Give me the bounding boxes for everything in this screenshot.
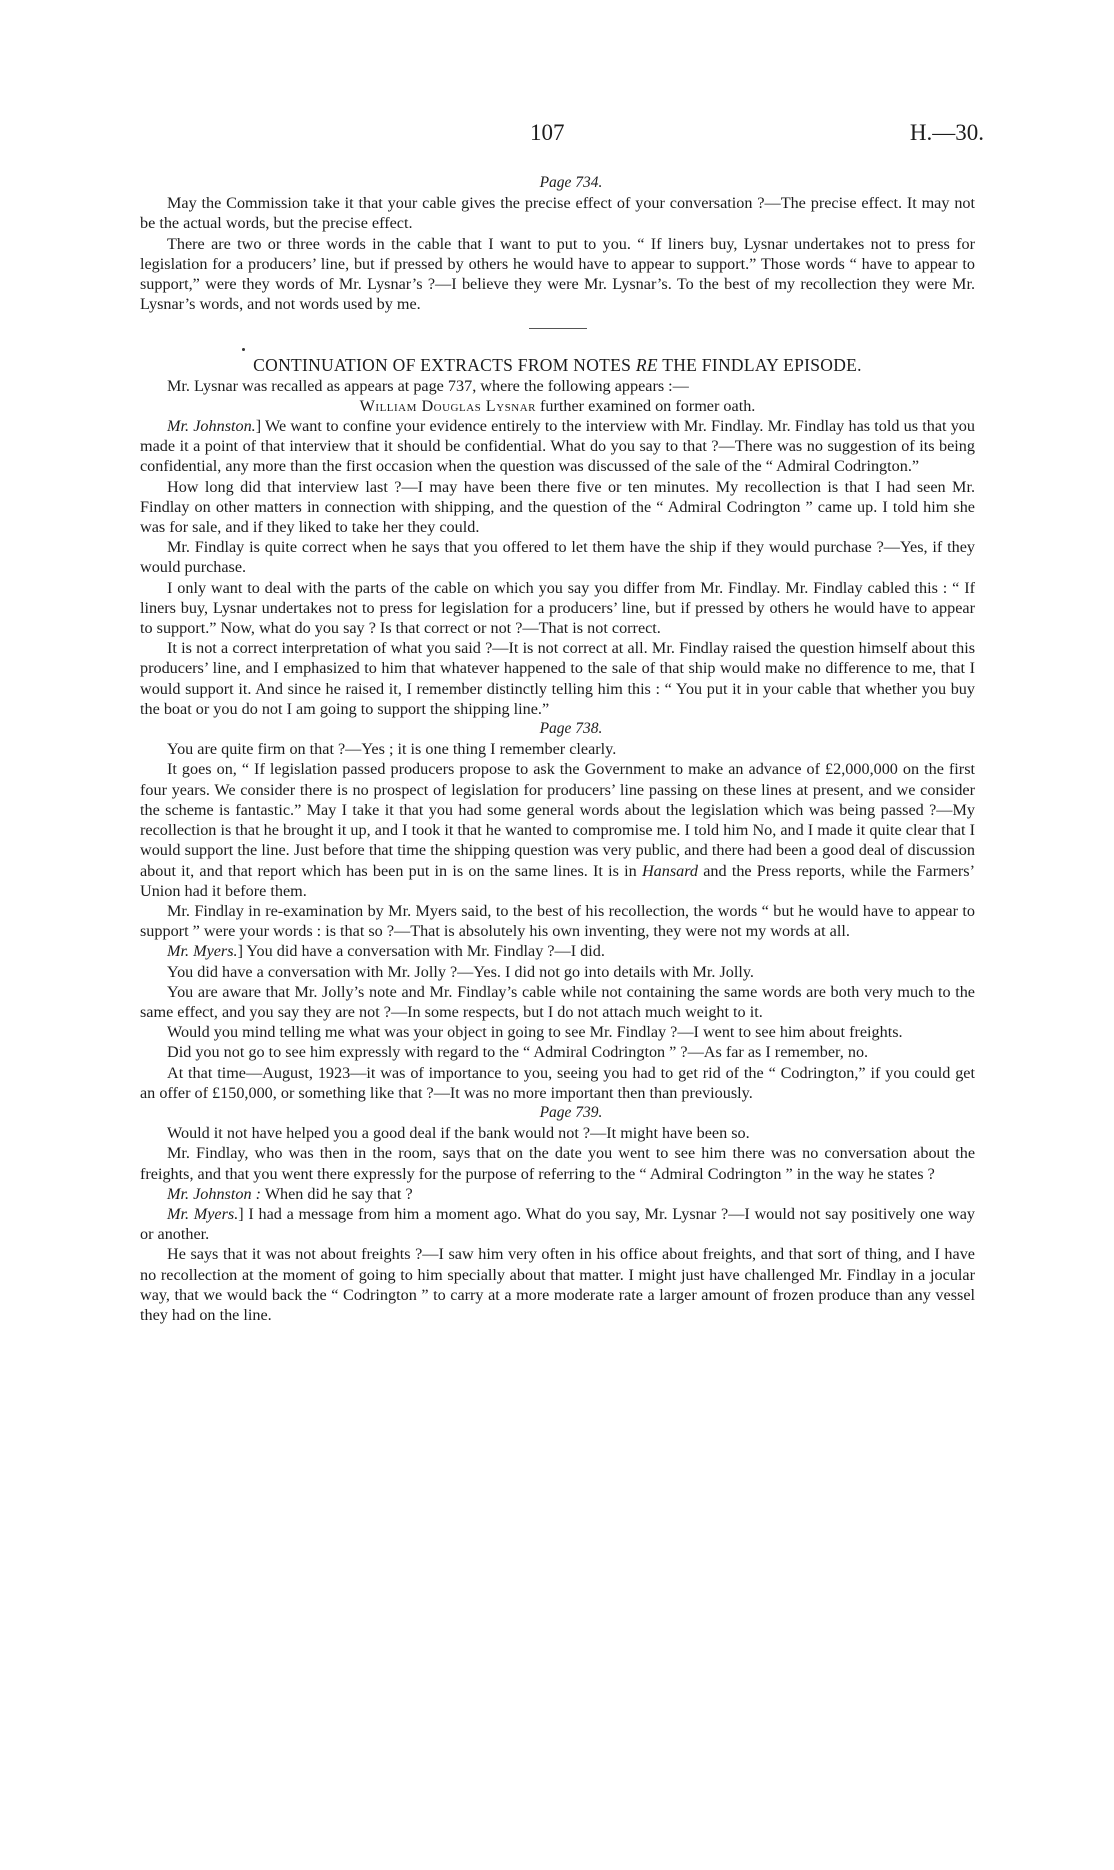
document-code: H.—30.: [909, 120, 984, 145]
paragraph: Mr. Findlay in re-examination by Mr. Myers said, to the best of his recollection, the words “ but he would have to appear to support ” were your words : is that so ?—That is absolutely his own inventing, they were not my words at all.: [140, 901, 975, 941]
witness-line: William Douglas Lysnar further examined on former oath.: [359, 396, 756, 415]
speaker-name: Mr. Johnston.: [167, 417, 256, 436]
speaker-name: Mr. Myers.: [167, 942, 238, 961]
paragraph: Did you not go to see him expressly with regard to the “ Admiral Codrington ” ?—As far as I remember, no.: [167, 1043, 869, 1062]
paragraph: Mr. Johnston : When did he say that ?: [167, 1184, 413, 1203]
hansard-reference: Hansard: [641, 861, 699, 880]
paragraph: Would it not have helped you a good deal if the bank would not ?—It might have been so.: [167, 1124, 750, 1143]
paragraph: Mr. Myers.] I had a message from him a moment ago. What do you say, Mr. Lysnar ?—I would not say positively one way or another.: [140, 1204, 975, 1244]
page-header: [0, 120, 1114, 150]
paragraph: There are two or three words in the cable that I want to put to you. “ If liners buy, Lysnar undertakes not to press for legislation for a producers’ line, but if pressed by others he would have to appear to support.” Those words “ have to appear to support,” were they words of Mr. Lysnar’s ?—I believe they were Mr. Lysnar’s. To the best of my recollection they were Mr. Lysnar’s words, and not words used by me.: [140, 234, 975, 314]
speaker-name: Mr. Myers.: [167, 1204, 239, 1223]
paragraph: Mr. Findlay, who was then in the room, says that on the date you went to see him there was no conversation about the freights, and that you went there expressly for the purpose of referring to the “ Admiral Codrington ” in the way he states ?: [140, 1144, 975, 1183]
paragraph: You are quite firm on that ?—Yes ; it is one thing I remember clearly.: [167, 740, 617, 759]
page-body: [140, 165, 975, 1325]
paragraph: Mr. Johnston.] We want to confine your evidence entirely to the interview with Mr. Findlay. Mr. Findlay has told us that you made it a point of that interview that it should be confidential. What do you say to that ?—There was no suggestion of its being confidential, any more than the first occasion when the question was discussed of the sale of the “ Admiral Codrington.”: [140, 417, 975, 476]
paragraph: Mr. Myers.] You did have a conversation with Mr. Findlay ?—I did.: [167, 942, 605, 961]
page-reference-738: Page 738.: [539, 720, 603, 738]
witness-name: William Douglas Lysnar: [359, 396, 536, 415]
page-number: 107: [530, 120, 565, 145]
paragraph: I only want to deal with the parts of the cable on which you say you differ from Mr. Findlay. Mr. Findlay cabled this : “ If liners buy, Lysnar undertakes not to press for legislation for a producers’ line, but if pressed by others he would have to appear to support.” Now, what do you say ? Is that correct or not ?—That is not correct.: [140, 578, 975, 638]
paragraph: Mr. Findlay is quite correct when he says that you offered to let them have the ship if they would purchase ?—Yes, if they would purchase.: [140, 538, 975, 577]
paragraph: May the Commission take it that your cable gives the precise effect of your conversation ?—The precise effect. It may not be the actual words, but the precise effect.: [140, 194, 975, 233]
paragraph: It is not a correct interpretation of what you said ?—It is not correct at all. Mr. Findlay raised the question himself about this producers’ line, and I emphasized to him that whatever happened to the sale of that ship would make no difference to me, that I would support it. And since he raised it, I remember distinctly telling him this : “ You put it in your cable that whether you buy the boat or you do not I am going to support the shipping line.”: [140, 639, 975, 718]
section-divider: [529, 328, 587, 329]
paragraph: How long did that interview last ?—I may have been there five or ten minutes. My recollection is that I had seen Mr. Findlay on other matters in connection with shipping, and the question of the “ Admiral Codrington ” came up. I told him she was for sale, and if they liked to take her they could.: [140, 477, 975, 537]
paragraph: He says that it was not about freights ?—I saw him very often in his office about freights, and that sort of thing, and I have no recollection at the moment of going to him specially about that matter. I might just have challenged Mr. Findlay in a jocular way, that we would back the “ Codrington ” to carry at a more moderate rate a larger amount of frozen produce than any vessel they had on the line.: [140, 1245, 975, 1324]
paragraph: It goes on, “ If legislation passed producers propose to ask the Government to make an advance of £2,000,000 on the first four years. We consider there is no prospect of legislation for producers’ line passing on these lines at present, and we consider the scheme is fantastic.” May I take it that you had some general words about the legislation which was being passed ?—My recollection is that he brought it up, and I took it that he wanted to compromise me. I told him No, and I made it quite clear that I would support the line. Just before that time the shipping question was very public, and there had been a good deal of discussion about it, and that report which has been put in is on the same lines. It is in Hansard and the Press reports, while the Farmers’ Union had it before them.: [140, 760, 975, 900]
section-heading: CONTINUATION OF EXTRACTS FROM NOTES RE THE FINDLAY EPISODE.: [253, 355, 862, 376]
page-reference-739: Page 739.: [539, 1103, 603, 1121]
paragraph: You are aware that Mr. Jolly’s note and Mr. Findlay’s cable while not containing the same words are both very much to the same effect, and you say they are not ?—In some respects, but I do not attach much weight to it.: [140, 982, 975, 1021]
recall-line: Mr. Lysnar was recalled as appears at page 737, where the following appears :—: [167, 376, 689, 395]
speaker-name: Mr. Johnston :: [167, 1184, 261, 1203]
page-reference-734: Page 734.: [539, 174, 603, 191]
paragraph: At that time—August, 1923—it was of importance to you, seeing you had to get rid of the “ Codrington,” if you could get an offer of £150,000, or something like that ?—It was no more important then than previously.: [140, 1063, 975, 1102]
section-heading-emphasis: RE: [635, 355, 658, 376]
paragraph: You did have a conversation with Mr. Jolly ?—Yes. I did not go into details with Mr. Jolly.: [167, 962, 754, 981]
paragraph: Would you mind telling me what was your object in going to see Mr. Findlay ?—I went to see him about freights.: [167, 1023, 903, 1042]
